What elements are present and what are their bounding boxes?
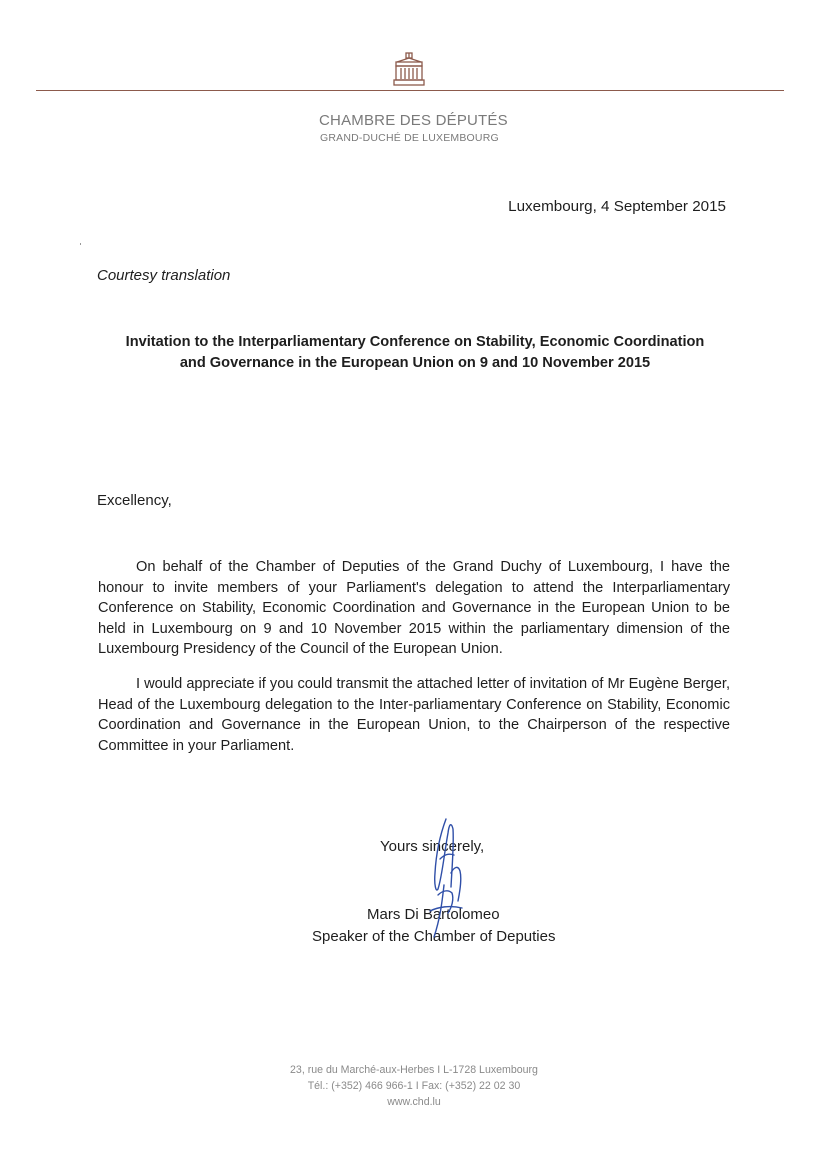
subject-line-1: Invitation to the Interparliamentary Conference on Stability, Economic Coordination [125, 334, 705, 350]
subject-line-2: and Governance in the European Union on 9 and 10 November 2015 [179, 355, 651, 371]
scan-speck [80, 243, 81, 245]
footer-website: www.chd.lu [387, 1096, 441, 1108]
body-paragraph-2: I would appreciate if you could transmit the attached letter of invitation of Mr Eugène Berger, Head of the Luxembourg delegation to the Inter-parliamentary Conference on Stability, Economic Coordination and Governance in the European Union, to the Chairperson of the respective Committee in your Parliament. [98, 676, 730, 754]
footer-phone-fax: Tél.: (+352) 466 966-1 I Fax: (+352) 22 02 30 [307, 1080, 521, 1092]
signer-name: Mars Di Bartolomeo [367, 906, 500, 923]
chamber-building-icon [391, 52, 427, 88]
salutation: Excellency, [97, 492, 172, 509]
institution-name: CHAMBRE DES DÉPUTÉS [319, 112, 508, 129]
courtesy-note: Courtesy translation [97, 267, 231, 284]
letter-date: Luxembourg, 4 September 2015 [508, 198, 726, 215]
footer-address: 23, rue du Marché-aux-Herbes I L-1728 Luxembourg [290, 1064, 538, 1076]
signer-title: Speaker of the Chamber of Deputies [312, 928, 556, 945]
closing-phrase: Yours sincerely, [380, 838, 485, 855]
body-paragraph-1: On behalf of the Chamber of Deputies of the Grand Duchy of Luxembourg, I have the honour to invite members of your Parliament's delegation to attend the Interparliamentary Conference on Stability, Economic Coordination and Governance in the European Union to be held in Luxembourg on 9 and 10 November 2015 within the parliamentary dimension of the Luxembourg Presidency of the Council of the European Union. [98, 559, 730, 658]
institution-country: GRAND-DUCHÉ DE LUXEMBOURG [320, 132, 499, 144]
header-divider [36, 90, 784, 91]
